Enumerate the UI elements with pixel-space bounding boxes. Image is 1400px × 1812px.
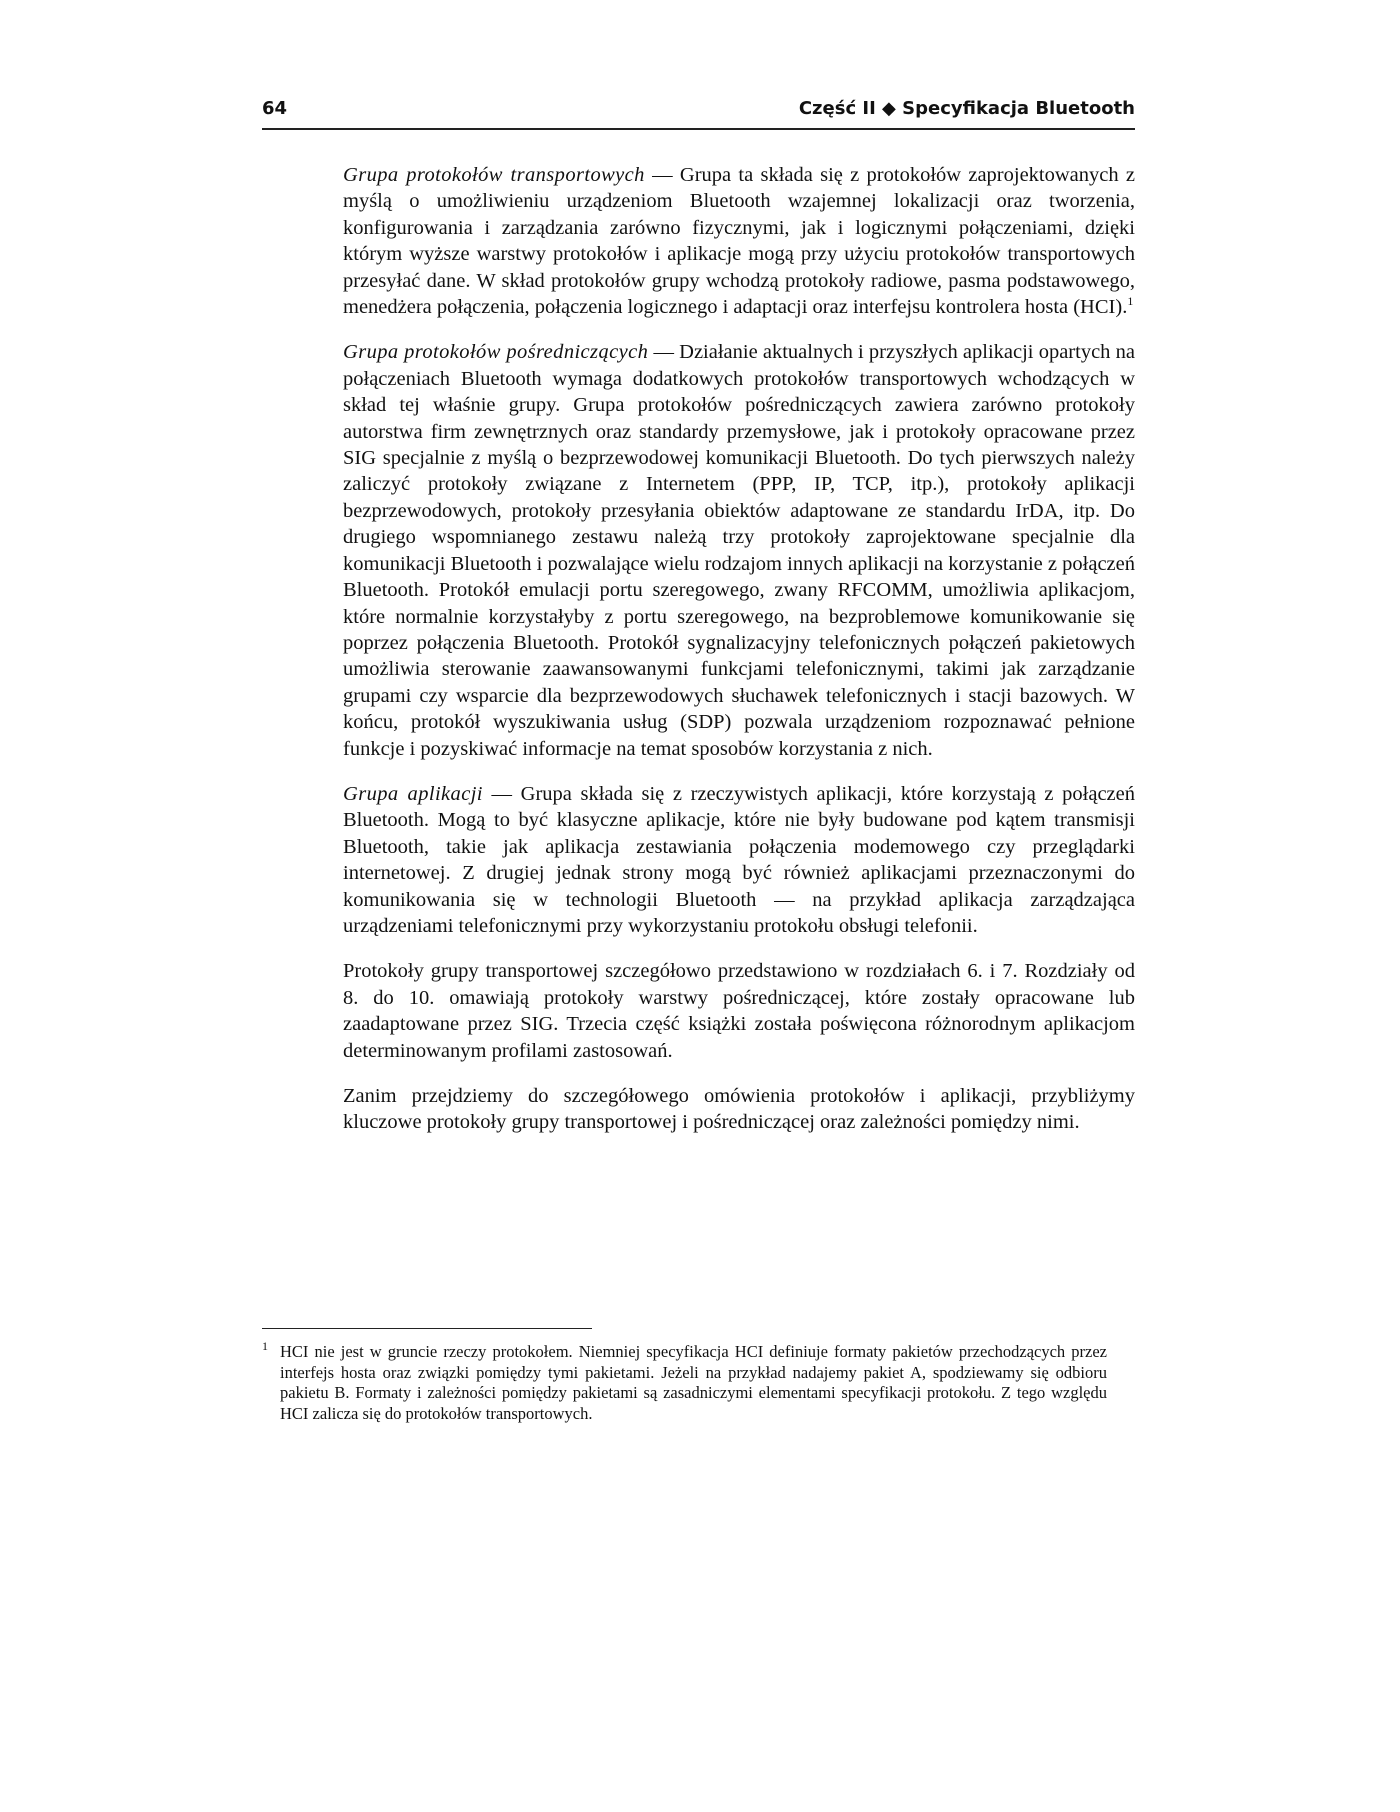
footnote-text: HCI nie jest w gruncie rzeczy protokołem. Niemniej specyfikacja HCI definiuje formaty pakietów przechodzących przez interfejs hosta oraz związki pomiędzy tymi pakietami. Jeżeli na przykład nadajemy pakiet A, spodziewamy się odbioru pakietu B. Formaty i zależności pomiędzy pakietami są zasadniczymi elementami specyfikacji protokołu. Z tego względu HCI zalicza się do protokołów transportowych. bbox=[280, 1342, 1107, 1423]
footnote-mark: 1 bbox=[262, 1339, 268, 1353]
running-head: Część II ◆ Specyfikacja Bluetooth bbox=[798, 98, 1135, 119]
paragraph-text: — Grupa składa się z rzeczywistych aplikacji, które korzystają z połączeń Bluetooth. Mogą to być klasyczne aplikacje, które nie były budowane pod kątem transmisji Bluetooth, takie jak aplikacja zestawiania połączenia modemowego czy przeglądarki internetowej. Z drugiej jednak strony mogą być również aplikacjami przeznaczonymi do komunikowania się w technologii Bluetooth — na przykład aplikacja zarządzająca urządzeniami telefonicznymi przy wykorzystaniu protokołu obsługi telefonii. bbox=[343, 782, 1135, 937]
footnote-reference: 1 bbox=[1127, 294, 1134, 309]
body-text bbox=[343, 162, 1135, 1155]
paragraph-text: — Grupa ta składa się z protokołów zaprojektowanych z myślą o umożliwieniu urządzeniom Bluetooth wzajemnej lokalizacji oraz tworzenia, konfigurowania i zarządzania zarówno fizycznymi, jak i logicznymi połączeniami, dzięki którym wyższe warstwy protokołów i aplikacje mogą przy użyciu protokołów transportowych przesyłać dane. W skład protokołów grupy wchodzą protokoły radiowe, pasma podstawowego, menedżera połączenia, połączenia logicznego i adaptacji oraz interfejsu kontrolera hosta (HCI). bbox=[343, 164, 1136, 319]
paragraph-chapter-overview: Protokoły grupy transportowej szczegółowo przedstawiono w rozdziałach 6. i 7. Rozdziały od 8. do 10. omawiają protokoły warstwy pośredniczącej, które zostały opracowane lub zaadaptowane przez SIG. Trzecia część książki została poświęcona różnorodnym aplikacjom determinowanym profilami zastosowań. bbox=[343, 960, 1135, 1062]
footnote bbox=[262, 1339, 1107, 1424]
paragraph-application-group bbox=[343, 781, 1135, 939]
paragraph-text: — Działanie aktualnych i przyszłych aplikacji opartych na połączeniach Bluetooth wymaga dodatkowych protokołów transportowych wchodzących w skład tej właśnie grupy. Grupa protokołów pośredniczących zawiera zarówno protokoły autorstwa firm zewnętrznych oraz standardy przemysłowe, jak i protokoły opracowane przez SIG specjalnie z myślą o bezprzewodowej komunikacji Bluetooth. Do tych pierwszych należy zaliczyć protokoły związane z Internetem (PPP, IP, TCP, itp.), protokoły aplikacji bezprzewodowych, protokoły przesyłania obiektów adaptowane ze standardu IrDA, itp. Do drugiego wspomnianego zestawu należą trzy protokoły zaprojektowane specjalnie dla komunikacji Bluetooth i pozwalające wielu rodzajom innych aplikacji na korzystanie z połączeń Bluetooth. Protokół emulacji portu szeregowego, zwany RFCOMM, umożliwia aplikacjom, które normalnie korzystałyby z portu szeregowego, na bezproblemowe komunikowanie się poprzez połączenia Bluetooth. Protokół sygnalizacyjny telefonicznych połączeń pakietowych umożliwia sterowanie zaawansowanymi funkcjami telefonicznymi, takimi jak zarządzanie grupami czy wsparcie dla bezprzewodowych słuchawek telefonicznych i stacji bazowych. W końcu, protokół wyszukiwania usług (SDP) pozwala urządzeniom rozpoznawać pełnione funkcje i pozyskiwać informacje na temat sposobów korzystania z nich. bbox=[343, 341, 1135, 760]
term-transport-group: Grupa protokołów transportowych bbox=[343, 164, 645, 186]
paragraph-closing: Zanim przejdziemy do szczegółowego omówienia protokołów i aplikacji, przybliżymy kluczowe protokoły grupy transportowej i pośredniczącej oraz zależności pomiędzy nimi. bbox=[343, 1085, 1135, 1134]
term-application-group: Grupa aplikacji bbox=[343, 782, 483, 805]
page-header bbox=[262, 98, 1135, 130]
footnote-divider bbox=[262, 1328, 592, 1329]
term-middleware-group: Grupa protokołów pośredniczących bbox=[343, 341, 649, 364]
paragraph-middleware-group bbox=[343, 339, 1135, 762]
page-number: 64 bbox=[262, 98, 288, 119]
paragraph-transport-group bbox=[343, 162, 1135, 320]
